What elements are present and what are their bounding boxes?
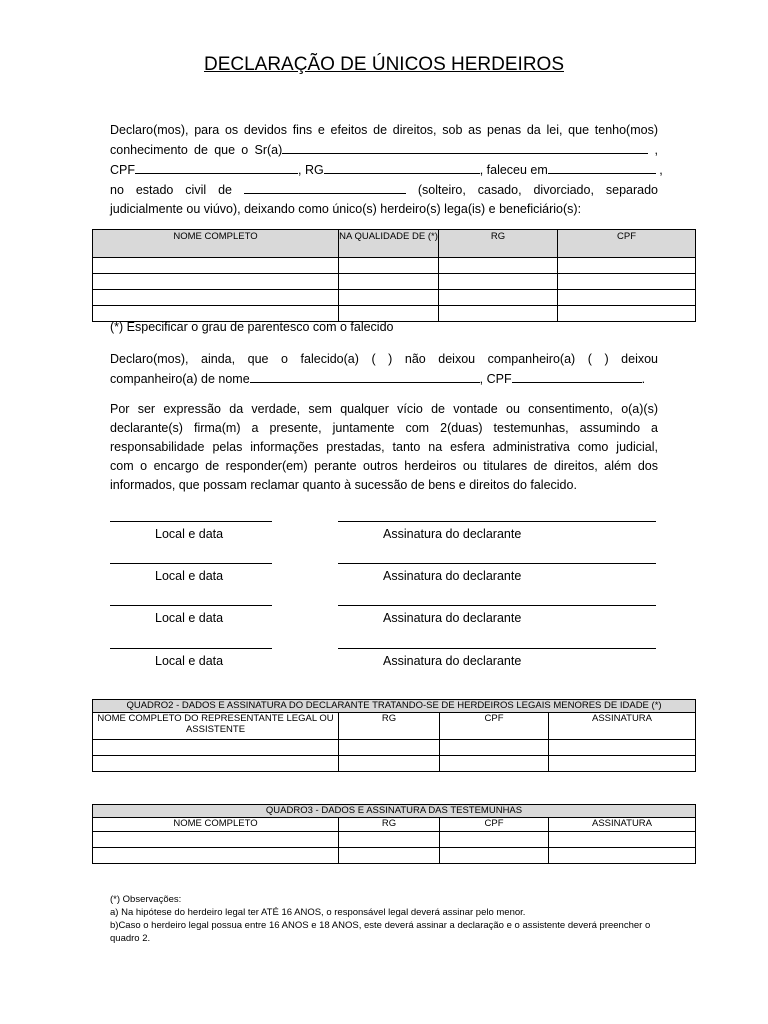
sr-label: conhecimento de que o Sr(a) xyxy=(110,143,283,157)
table-cell[interactable] xyxy=(439,306,558,322)
signature-row xyxy=(0,563,768,593)
header-signature: ASSINATURA xyxy=(549,713,696,740)
place-date-line[interactable] xyxy=(110,648,272,649)
signature-line[interactable] xyxy=(338,648,656,649)
truth-line: declarante(s) firma(m) a presente, juntamente com 2(duas) testemunhas, assumindo a xyxy=(110,421,658,435)
header-representative-name: NOME COMPLETO DO REPRESENTANTE LEGAL OU ASSISTENTE xyxy=(93,713,339,740)
table-cell[interactable] xyxy=(440,740,549,756)
quadro3-title-row xyxy=(93,805,696,818)
companion-cpf-label: , CPF xyxy=(479,372,512,386)
quadro3-title: QUADRO3 - DADOS E ASSINATURA DAS TESTEMUNHAS xyxy=(93,805,696,818)
place-date-label: Local e data xyxy=(155,611,224,625)
period-text: . xyxy=(641,372,646,386)
header-cpf: CPF xyxy=(558,230,696,258)
table-cell[interactable] xyxy=(339,832,440,848)
table-cell[interactable] xyxy=(339,740,440,756)
declaration-paragraph xyxy=(110,121,663,219)
deceased-cpf-field[interactable] xyxy=(135,160,298,174)
kinship-note: (*) Especificar o grau de parentesco com o falecido xyxy=(110,320,394,334)
declaration-line-4 xyxy=(110,180,658,200)
companion-cpf-field[interactable] xyxy=(512,369,642,383)
table-cell[interactable] xyxy=(339,258,439,274)
table-cell[interactable] xyxy=(93,848,339,864)
signature-label: Assinatura do declarante xyxy=(383,654,522,668)
table-cell[interactable] xyxy=(439,290,558,306)
table-row xyxy=(93,290,696,306)
header-rg: RG xyxy=(439,230,558,258)
observation-a: a) Na hipótese do herdeiro legal ter ATÉ 16 ANOS, o responsável legal deverá assinar pelo menor. xyxy=(110,907,526,918)
signature-row xyxy=(0,521,768,551)
table-cell[interactable] xyxy=(93,740,339,756)
table-cell[interactable] xyxy=(558,274,696,290)
quadro2-table xyxy=(92,699,696,772)
signature-row xyxy=(0,648,768,678)
death-date-label: , faleceu em xyxy=(479,163,548,177)
header-kinship: NA QUALIDADE DE (*) xyxy=(339,230,439,258)
signature-row xyxy=(0,605,768,635)
header-cpf: CPF xyxy=(440,818,549,832)
table-row xyxy=(93,274,696,290)
table-cell[interactable] xyxy=(93,258,339,274)
header-full-name: NOME COMPLETO xyxy=(93,230,339,258)
companion-name-label: companheiro(a) de nome xyxy=(110,372,250,386)
companion-line-1: Declaro(mos), ainda, que o falecido(a) ( ) não deixou companheiro(a) ( ) deixou xyxy=(110,352,658,366)
table-row xyxy=(93,740,696,756)
heirs-table xyxy=(92,229,696,322)
marital-status-options: (solteiro, casado, divorciado, separado xyxy=(417,183,658,197)
table-cell[interactable] xyxy=(339,848,440,864)
comma-text: , xyxy=(654,143,658,157)
table-row xyxy=(93,258,696,274)
header-signature: ASSINATURA xyxy=(549,818,696,832)
death-date-field[interactable] xyxy=(548,160,656,174)
heirs-table-header xyxy=(93,230,696,258)
table-cell[interactable] xyxy=(440,756,549,772)
table-cell[interactable] xyxy=(549,740,696,756)
signature-line[interactable] xyxy=(338,521,656,522)
signature-label: Assinatura do declarante xyxy=(383,527,522,541)
companion-name-field[interactable] xyxy=(250,369,480,383)
signature-line[interactable] xyxy=(338,605,656,606)
observation-b: b)Caso o herdeiro legal possua entre 16 ANOS e 18 ANOS, este deverá assinar a declaração e o assistente deverá preencher o quadro 2. xyxy=(110,920,651,944)
table-row xyxy=(93,832,696,848)
deceased-name-field[interactable] xyxy=(282,140,648,154)
table-cell[interactable] xyxy=(558,290,696,306)
signature-label: Assinatura do declarante xyxy=(383,569,522,583)
comma-text: , xyxy=(659,163,663,177)
deceased-rg-field[interactable] xyxy=(324,160,480,174)
table-cell[interactable] xyxy=(549,756,696,772)
table-cell[interactable] xyxy=(440,832,549,848)
place-date-line[interactable] xyxy=(110,563,272,564)
quadro2-title-row xyxy=(93,700,696,713)
place-date-label: Local e data xyxy=(155,527,224,541)
declaration-line-3 xyxy=(110,160,663,180)
declaration-line-1: Declaro(mos), para os devidos fins e efeitos de direitos, sob as penas da lei, que tenho(mos) xyxy=(110,123,658,137)
table-cell[interactable] xyxy=(549,848,696,864)
signature-line[interactable] xyxy=(338,563,656,564)
table-cell[interactable] xyxy=(439,258,558,274)
table-cell[interactable] xyxy=(339,290,439,306)
quadro2-title: QUADRO2 - DADOS E ASSINATURA DO DECLARANTE TRATANDO-SE DE HERDEIROS LEGAIS MENORES DE IDADE (*) xyxy=(93,700,696,713)
cpf-label: CPF xyxy=(110,163,135,177)
signature-label: Assinatura do declarante xyxy=(383,611,522,625)
table-cell[interactable] xyxy=(93,290,339,306)
place-date-line[interactable] xyxy=(110,605,272,606)
header-rg: RG xyxy=(339,818,440,832)
observations-title: (*) Observações: xyxy=(110,894,182,905)
truth-statement xyxy=(110,400,658,495)
quadro3-table xyxy=(92,804,696,864)
table-cell[interactable] xyxy=(558,258,696,274)
companion-paragraph xyxy=(110,350,658,389)
truth-line: informados, que possam reclamar quanto à sucessão de bens e direitos do falecido. xyxy=(110,478,577,492)
declaration-line-2 xyxy=(110,140,658,160)
header-full-name: NOME COMPLETO xyxy=(93,818,339,832)
page-title: DECLARAÇÃO DE ÚNICOS HERDEIROS xyxy=(203,54,564,75)
table-row xyxy=(93,848,696,864)
observations xyxy=(110,893,670,945)
table-row xyxy=(93,756,696,772)
truth-line: responsabilidade pelas informações prestadas, tanto na esfera administrativa como judicial, xyxy=(110,440,658,454)
table-cell[interactable] xyxy=(440,848,549,864)
header-cpf: CPF xyxy=(440,713,549,740)
table-cell[interactable] xyxy=(558,306,696,322)
header-rg: RG xyxy=(339,713,440,740)
quadro2-header xyxy=(93,713,696,740)
truth-line: Por ser expressão da verdade, sem qualquer vício de vontade ou consentimento, o(a)(s) xyxy=(110,402,658,416)
declaration-line-5: judicialmente ou viúvo), deixando como único(s) herdeiro(s) lega(is) e beneficiário(s): xyxy=(110,202,582,216)
table-cell[interactable] xyxy=(93,756,339,772)
companion-line-2 xyxy=(110,369,658,389)
place-date-line[interactable] xyxy=(110,521,272,522)
marital-status-field[interactable] xyxy=(244,180,406,194)
table-cell[interactable] xyxy=(93,832,339,848)
table-cell[interactable] xyxy=(93,274,339,290)
place-date-label: Local e data xyxy=(155,654,224,668)
place-date-label: Local e data xyxy=(155,569,224,583)
marital-status-label: no estado civil de xyxy=(110,183,232,197)
table-cell[interactable] xyxy=(339,756,440,772)
quadro3-header xyxy=(93,818,696,832)
truth-line: com o encargo de responder(em) perante outros herdeiros ou titulares de direitos, além dos xyxy=(110,459,658,473)
table-cell[interactable] xyxy=(549,832,696,848)
rg-label: , RG xyxy=(298,163,324,177)
table-cell[interactable] xyxy=(439,274,558,290)
table-cell[interactable] xyxy=(339,274,439,290)
